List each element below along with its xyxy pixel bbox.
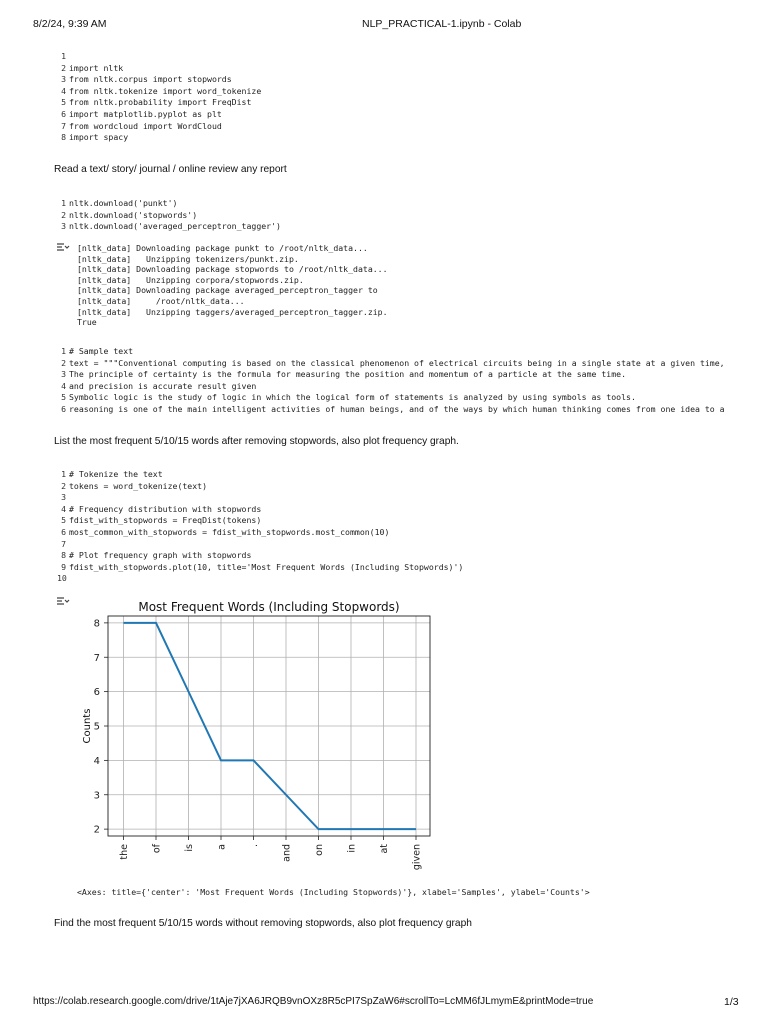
code-line <box>57 381 725 393</box>
code-line <box>57 550 463 562</box>
line-text: import spacy <box>69 132 129 143</box>
line-number: 5 <box>61 515 66 526</box>
code-line <box>57 469 463 481</box>
download-output <box>77 243 388 328</box>
line-text: nltk.download('stopwords') <box>69 209 198 220</box>
line-number: 3 <box>61 221 66 232</box>
print-title: NLP_PRACTICAL-1.ipynb - Colab <box>362 18 522 30</box>
output-toggle-icon[interactable] <box>56 596 70 606</box>
x-tick-label: and <box>281 844 293 862</box>
code-line <box>57 573 463 585</box>
x-tick-label: . <box>249 844 260 848</box>
markdown-cell-2: List the most frequent 5/10/15 words after removing stopwords, also plot frequency graph. <box>54 436 459 447</box>
code-cell-sample-text[interactable] <box>57 346 725 416</box>
line-number: 3 <box>61 369 66 380</box>
output-line <box>77 243 388 254</box>
line-text: reasoning is one of the main intelligent activities of human beings, and of the ways by which human thinking comes from one idea to a <box>69 403 725 414</box>
line-number: 3 <box>61 74 66 85</box>
print-page-number: 1/3 <box>724 996 739 1008</box>
line-text: [nltk_data] Unzipping corpora/stopwords.zip. <box>77 274 304 285</box>
output-line <box>77 254 388 265</box>
code-cell-download[interactable] <box>57 198 281 233</box>
line-number: 4 <box>61 503 66 514</box>
line-text: from nltk.corpus import stopwords <box>69 74 232 85</box>
line-text: # Frequency distribution with stopwords <box>69 503 262 514</box>
line-text: [nltk_data] Downloading package averaged_perceptron_tagger to <box>77 285 378 296</box>
x-tick-label: a <box>216 844 228 850</box>
code-line <box>57 210 281 222</box>
code-line <box>57 562 463 574</box>
line-number: 1 <box>61 198 66 208</box>
code-line <box>57 515 463 527</box>
x-tick-label: the <box>119 844 130 860</box>
line-text: # Sample text <box>69 346 134 356</box>
line-number: 4 <box>61 85 66 96</box>
code-line <box>57 481 463 493</box>
line-text: [nltk_data] Unzipping taggers/averaged_perceptron_tagger.zip. <box>77 306 388 317</box>
line-number: 10 <box>57 573 67 584</box>
code-line <box>57 369 725 381</box>
line-number: 6 <box>61 526 66 537</box>
line-number: 7 <box>61 538 66 549</box>
code-cell-imports[interactable] <box>57 51 261 144</box>
line-number: 5 <box>61 392 66 403</box>
y-tick-label: 3 <box>93 790 100 802</box>
line-text: nltk.download('averaged_perceptron_tagger') <box>69 221 281 232</box>
code-line <box>57 198 281 210</box>
code-line <box>57 346 725 358</box>
code-line <box>57 527 463 539</box>
markdown-cell-1: Read a text/ story/ journal / online review any report <box>54 164 287 175</box>
line-number: 6 <box>61 403 66 414</box>
line-text: nltk.download('punkt') <box>69 198 178 208</box>
line-text: # Plot frequency graph with stopwords <box>69 550 252 561</box>
output-line <box>77 275 388 286</box>
code-line <box>57 504 463 516</box>
x-tick-label: on <box>314 844 325 856</box>
output-line <box>77 285 388 296</box>
y-tick-label: 2 <box>93 824 100 836</box>
line-text: from nltk.tokenize import word_tokenize <box>69 85 262 96</box>
code-line <box>57 74 261 86</box>
line-text: fdist_with_stopwords = FreqDist(tokens) <box>69 515 262 526</box>
code-line <box>57 121 261 133</box>
line-number: 2 <box>61 357 66 368</box>
line-text: Symbolic logic is the study of logic in which the logical form of statements is analyzed by using symbols as tools. <box>69 392 636 403</box>
line-text: fdist_with_stopwords.plot(10, title='Most Frequent Words (Including Stopwords)') <box>69 561 464 572</box>
line-number: 2 <box>61 62 66 73</box>
line-text: True <box>77 317 97 328</box>
code-line <box>57 392 725 404</box>
print-datetime: 8/2/24, 9:39 AM <box>33 18 107 30</box>
code-line <box>57 109 261 121</box>
code-line <box>57 539 463 551</box>
line-number: 4 <box>61 380 66 391</box>
line-text: [nltk_data] Downloading package stopwords to /root/nltk_data... <box>77 264 388 275</box>
code-line <box>57 51 261 63</box>
y-tick-label: 4 <box>93 755 100 767</box>
x-tick-label: at <box>379 844 390 854</box>
line-text: from wordcloud import WordCloud <box>69 120 222 131</box>
x-tick-label: given <box>411 844 423 871</box>
line-text: [nltk_data] /root/nltk_data... <box>77 295 245 306</box>
x-tick-label: of <box>151 844 163 854</box>
frequency-chart <box>70 596 470 886</box>
code-line <box>57 86 261 98</box>
chart-title: Most Frequent Words (Including Stopwords) <box>138 600 400 614</box>
line-number: 7 <box>61 120 66 131</box>
line-number: 1 <box>61 469 66 479</box>
line-text: The principle of certainty is the formula for measuring the position and momentum of a particle at the same time. <box>69 369 627 380</box>
code-cell-freqdist[interactable] <box>57 469 463 585</box>
y-tick-label: 8 <box>93 618 100 630</box>
code-line <box>57 404 725 416</box>
x-tick-label: is <box>184 844 195 852</box>
print-url: https://colab.research.google.com/drive/1tAje7jXA6JRQB9vnOXz8R5cPI7SpZaW6#scrollTo=LcMM6fJLmymE&printMode=true <box>33 996 594 1007</box>
output-line <box>77 307 388 318</box>
output-toggle-icon[interactable] <box>56 242 70 252</box>
output-line <box>77 296 388 307</box>
x-tick-label: in <box>346 844 358 853</box>
line-text: import nltk <box>69 62 124 73</box>
line-text: text = """Conventional computing is based on the classical phenomenon of electrical circuits being in a single state at a given time, <box>69 357 725 368</box>
line-text: # Tokenize the text <box>69 469 163 479</box>
y-tick-label: 5 <box>93 721 100 733</box>
code-line <box>57 221 281 233</box>
y-axis-label: Counts <box>82 708 93 744</box>
line-number: 5 <box>61 97 66 108</box>
code-line <box>57 132 261 144</box>
line-text: most_common_with_stopwords = fdist_with_stopwords.most_common(10) <box>69 526 390 537</box>
line-text: import matplotlib.pyplot as plt <box>69 108 222 119</box>
line-text: from nltk.probability import FreqDist <box>69 97 252 108</box>
code-line <box>57 492 463 504</box>
y-tick-label: 7 <box>93 652 100 664</box>
line-text: tokens = word_tokenize(text) <box>69 480 208 491</box>
code-line <box>57 358 725 370</box>
line-number: 6 <box>61 108 66 119</box>
y-tick-label: 6 <box>93 687 100 699</box>
line-text: [nltk_data] Downloading package punkt to /root/nltk_data... <box>77 243 368 253</box>
code-line <box>57 97 261 109</box>
line-number: 2 <box>61 209 66 220</box>
line-number: 2 <box>61 480 66 491</box>
line-number: 8 <box>61 132 66 143</box>
output-line <box>77 264 388 275</box>
line-number: 3 <box>61 492 66 503</box>
line-text: [nltk_data] Unzipping tokenizers/punkt.zip. <box>77 253 299 264</box>
line-number: 8 <box>61 550 66 561</box>
axes-repr-output: <Axes: title={'center': 'Most Frequent Words (Including Stopwords)'}, xlabel='Samples', ylabel='Counts'> <box>77 887 590 897</box>
output-line <box>77 317 388 328</box>
line-number: 9 <box>61 561 66 572</box>
code-line <box>57 63 261 75</box>
line-number: 1 <box>61 346 66 356</box>
line-number: 1 <box>61 51 66 61</box>
line-text: and precision is accurate result given <box>69 380 257 391</box>
markdown-cell-3: Find the most frequent 5/10/15 words without removing stopwords, also plot frequency graph <box>54 918 472 929</box>
